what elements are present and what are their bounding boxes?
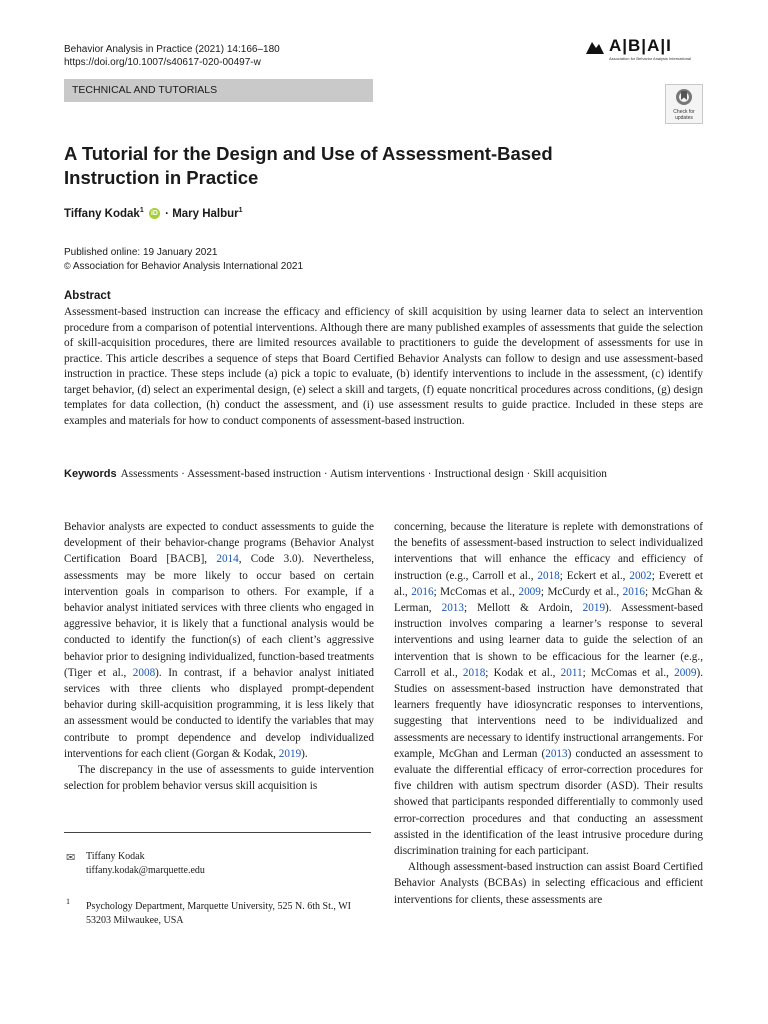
citation-link[interactable]: 2016	[622, 585, 646, 598]
text-run: ). In contrast, if a behavior analyst initiated services with three clients who displayed prompt-dependent behavior during skill-acquisition programming, it is less likely that an assessment would be conducted to identify the variables that may contribute to prompt dependence and develop individualized interventions for each client (Gorgan & Kodak,	[64, 666, 374, 760]
citation-link[interactable]: 2018	[462, 666, 486, 679]
citation-link[interactable]: 2013	[545, 747, 568, 760]
abai-logo	[585, 37, 705, 67]
author-affiliation-marker: 1	[238, 207, 243, 214]
text-run: ) conducted an assessment to evaluate the differential efficacy of error-correction procedures for five children with autism spectrum disorder (ASD). Their results showed that participants responded differentially to commonly used error-correction procedures and that conducting an assessment assisted in the identification of the least intrusive procedure during discrimination training for each participant.	[394, 747, 703, 858]
citation-link[interactable]: 2013	[441, 602, 464, 615]
text-run: ).	[301, 747, 308, 760]
citation-link[interactable]: 2019	[582, 602, 606, 615]
text-run: ; Everett et al.,	[394, 569, 703, 598]
keywords-list: Assessments · Assessment-based instruction · Autism interventions · Instructional design · Skill acquisition	[120, 468, 607, 480]
citation-link[interactable]: 2009	[518, 585, 541, 598]
author-affiliation-marker: 1	[139, 207, 144, 214]
body-column-right	[394, 519, 703, 908]
text-run: ). Assessment-based instruction involves comparing a learner’s response to several interventions and using learner data to guide the selection of an intervention that is shown to be efficacious for the learner (e.g., Carroll et al.,	[394, 602, 703, 679]
text-run: ; Eckert et al.,	[559, 569, 630, 582]
corresponding-author-name: Tiffany Kodak	[86, 851, 145, 862]
text-run: Behavior analysts are expected to conduct assessments to guide the development of their behavior-change programs (Behavior Analyst Certification Board [BACB],	[64, 521, 374, 566]
doi-link[interactable]: https://doi.org/10.1007/s40617-020-00497-w	[64, 57, 261, 68]
envelope-icon: ✉	[66, 852, 76, 864]
abstract-body: Assessment-based instruction can increase the efficacy and efficiency of skill acquisition by using learner data to select an intervention procedure from a comparison of potential interventions. Although there are many published examples of assessments that guide the selection of skill-acquisition procedures, there are limited resources available to practitioners to guide the development of assessments for use in practice. This article describes a sequence of steps that Board Certified Behavior Analysts can follow to design and use assessment-based instruction in practice. These steps include (a) pick a topic to evaluate, (b) identify interventions to include in the assessment, (c) identify target behavior, (d) select an experimental design, (e) select a skill and targets, (f) equate noncritical procedures across conditions, (g) design templates for data collection, (h) conduct the assessment, and (i) use assessment results to guide practice. Included in these steps are examples and materials for how to conduct components of assessment-based instruction.	[64, 306, 703, 427]
citation-link[interactable]: 2014	[216, 553, 239, 566]
check-for-updates-badge[interactable]	[665, 84, 703, 124]
article-title: A Tutorial for the Design and Use of Assessment-Based Instruction in Practice	[64, 143, 553, 188]
published-date: Published online: 19 January 2021	[64, 247, 218, 258]
bookmark-update-icon	[675, 88, 693, 106]
copyright-line	[64, 261, 303, 272]
text-run: ; McComas et al.,	[582, 666, 675, 679]
text-run: ; McCurdy et al.,	[540, 585, 623, 598]
footnote-divider	[64, 832, 371, 833]
text-run: ). Studies on assessment-based instruction have demonstrated that learners frequently have idiosyncratic responses to interventions, suggesting that interventions need to be individualized and assessments are necessary to identify instructional arrangements. For example, McGhan and Lerman (	[394, 666, 703, 760]
citation-link[interactable]: 2016	[411, 585, 434, 598]
text-run: ; McGhan & Lerman,	[394, 585, 703, 615]
copyright-icon: ©	[64, 261, 71, 271]
body-paragraph	[394, 519, 703, 859]
author-name[interactable]: Tiffany Kodak	[64, 207, 140, 220]
section-label: TECHNICAL AND TUTORIALS	[72, 84, 218, 96]
body-column-left	[64, 519, 374, 794]
text-run: ; Kodak et al.,	[485, 666, 561, 679]
citation-link[interactable]: 2008	[132, 666, 156, 679]
logo-subtitle: Association for Behavior Analysis International	[609, 56, 692, 61]
body-paragraph	[64, 519, 374, 762]
keywords-line	[64, 468, 703, 480]
text-run: ; McComas et al.,	[433, 585, 519, 598]
affiliation-number: 1	[66, 897, 70, 906]
citation-link[interactable]: 2009	[674, 666, 697, 679]
journal-citation: Behavior Analysis in Practice (2021) 14:166–180	[64, 44, 280, 55]
body-paragraph: Although assessment-based instruction can assist Board Certified Behavior Analysts (BCBAs) in selecting efficacious and efficient interventions for clients, these assessments are	[394, 861, 703, 906]
citation-link[interactable]: 2002	[629, 569, 652, 582]
abai-mark-icon	[585, 38, 605, 56]
keywords-label: Keywords	[64, 468, 117, 480]
section-banner	[64, 79, 373, 102]
author-separator: ·	[165, 207, 169, 220]
citation-link[interactable]: 2018	[537, 569, 560, 582]
logo-wordmark: A|B|A|I	[609, 36, 672, 55]
orcid-icon[interactable]: iD	[150, 210, 158, 218]
copyright-text: Association for Behavior Analysis International 2021	[72, 261, 304, 272]
citation-link[interactable]: 2019	[278, 747, 302, 760]
author-list	[64, 207, 243, 220]
affiliation-text: Psychology Department, Marquette University, 525 N. 6th St., WI 53203 Milwaukee, USA	[86, 901, 351, 926]
text-run: , Code 3.0). Nevertheless, assessments may be more likely to occur based on certain intervention goals in comparison to others. For example, if a behavior analyst initiated services with three clients who engaged in aggressive behavior, it is likely that a functional analysis would be conducted to identify the function(s) of each client’s aggressive behavior prior to designing individualized, function-based treatments (Tiger et al.,	[64, 553, 374, 679]
corresponding-author-email[interactable]: tiffany.kodak@marquette.edu	[86, 865, 205, 876]
citation-link[interactable]: 2011	[560, 666, 583, 679]
author-name[interactable]: Mary Halbur	[172, 207, 239, 220]
abstract-heading: Abstract	[64, 290, 111, 302]
text-run: concerning, because the literature is replete with demonstrations of the benefits of assessment-based instruction to select individualized interventions that will enhance the efficacy and efficiency of instruction (e.g., Carroll et al.,	[394, 521, 703, 582]
text-run: ; Mellott & Ardoin,	[463, 602, 583, 615]
check-updates-label: Check for updates	[673, 109, 695, 121]
body-paragraph: The discrepancy in the use of assessments to guide intervention selection for problem behavior versus skill acquisition is	[64, 764, 374, 793]
